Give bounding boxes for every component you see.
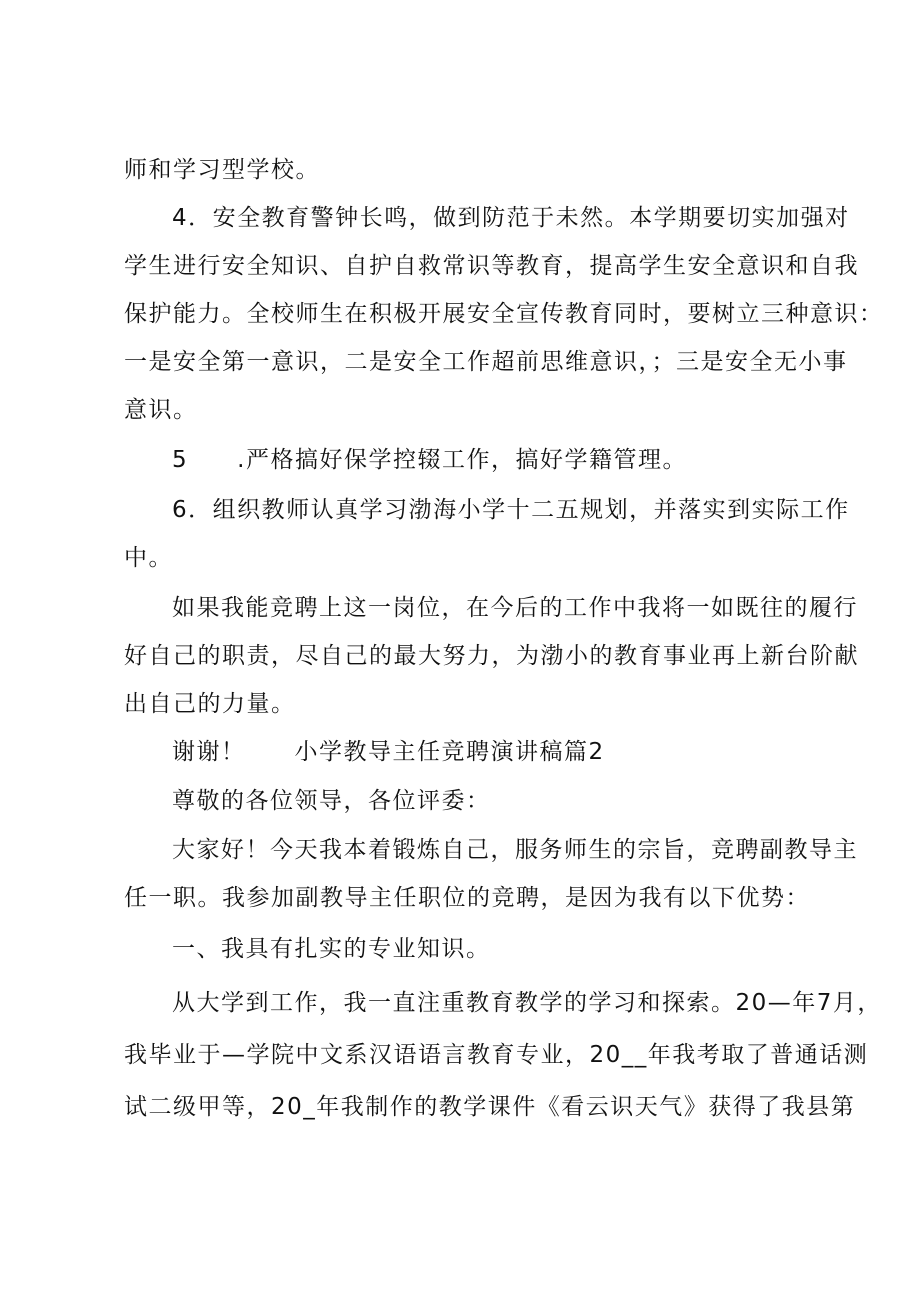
text-line: 谢谢！ 小学教导主任竞聘演讲稿篇2 — [172, 739, 605, 765]
text-line: 尊敬的各位领导，各位评委： — [172, 788, 491, 814]
text-line: 5 .严格搞好保学控辍工作，搞好学籍管理。 — [172, 447, 687, 473]
text-line: 任一职。我参加副教导主任职位的竞聘，是因为我有以下优势： — [124, 885, 810, 911]
text-line: 从大学到工作，我一直注重教育教学的学习和探索。20—年7月， — [172, 990, 882, 1016]
text-line: 意识。 — [124, 397, 198, 423]
text-line: 大家好！今天我本着锻炼自己，服务师生的宗旨，竞聘副教导主 — [172, 837, 858, 863]
text-line: 学生进行安全知识、自护自救常识等教育，提高学生安全意识和自我 — [124, 253, 859, 279]
text-line: 如果我能竞聘上这一岗位，在今后的工作中我将一如既往的履行 — [172, 595, 858, 621]
text-line: 保护能力。全校师生在积极开展安全宣传教育同时，要树立三种意识： — [124, 301, 884, 327]
text-line: 好自己的职责，尽自己的最大努力，为渤小的教育事业再上新台阶献 — [124, 643, 859, 669]
text-line: 师和学习型学校。 — [124, 157, 320, 183]
text-line: 4．安全教育警钟长鸣，做到防范于未然。本学期要切实加强对 — [172, 205, 850, 231]
text-line: 试二级甲等，20_年我制作的教学课件《看云识天气》获得了我县第 — [124, 1094, 856, 1120]
text-line: 一、我具有扎实的专业知识。 — [172, 936, 491, 962]
text-line: 我毕业于—学院中文系汉语语言教育专业，20__年我考取了普通话测 — [124, 1042, 869, 1068]
text-line: 一是安全第一意识，二是安全工作超前思维意识，；三是安全无小事 — [124, 349, 848, 375]
text-line: 6．组织教师认真学习渤海小学十二五规划，并落实到实际工作 — [172, 497, 850, 523]
text-line: 中。 — [124, 545, 173, 571]
text-line: 出自己的力量。 — [124, 691, 296, 717]
